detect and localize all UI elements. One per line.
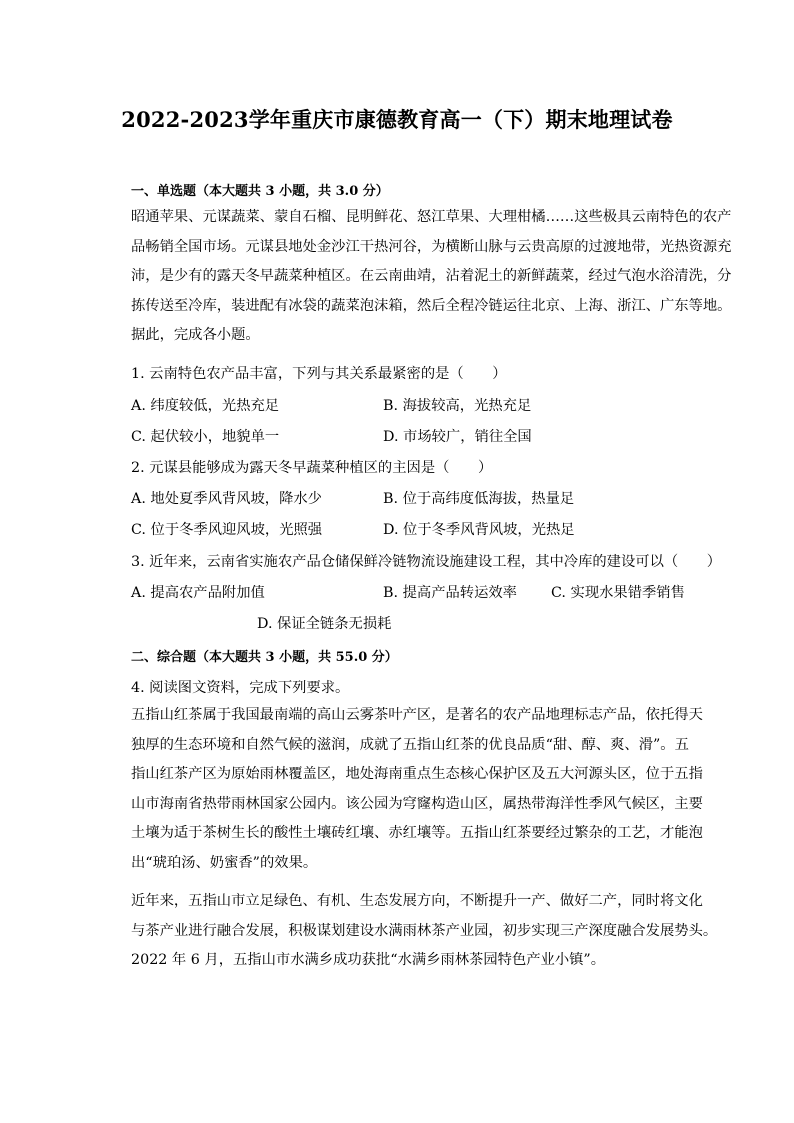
- question-2-option-d: D. 位于冬季风背风坡，光热足: [383, 522, 575, 538]
- passage-line: 独厚的生态环境和自然气候的滋润，成就了五指山红茶的优良品质“甜、醇、爽、滑”。五: [131, 736, 689, 753]
- question-2-option-b: B. 位于高纬度低海拔，热量足: [383, 491, 575, 507]
- passage-line: 拣传送至冷库，装进配有冰袋的蔬菜泡沫箱，然后全程冷链运往北京、上海、浙江、广东等地。: [131, 297, 732, 314]
- question-3-stem: 3. 近年来，云南省实施农产品仓储保鲜冷链物流设施建设工程，其中冷库的建设可以（ ）: [131, 554, 722, 570]
- passage-wuzhishan-paragraph-2: [131, 887, 718, 976]
- question-2-stem: 2. 元谋县能够成为露天冬早蔬菜种植区的主因是（ ）: [131, 460, 493, 476]
- question-3-option-d: D. 保证全链条无损耗: [257, 616, 392, 632]
- question-4-stem: 4. 阅读图文资料，完成下列要求。: [131, 680, 350, 696]
- passage-wuzhishan-paragraph-1: [131, 701, 703, 879]
- passage-line: 山市海南省热带雨林国家公园内。该公园为穹窿构造山区，属热带海洋性季风气候区，主要: [131, 795, 703, 812]
- question-1-option-b: B. 海拔较高，光热充足: [383, 398, 532, 414]
- passage-line: 土壤为适于茶树生长的酸性土壤砖红壤、赤红壤等。五指山红茶要经过繁杂的工艺，才能泡: [131, 825, 703, 842]
- section-heading-comprehensive: 二、综合题（本大题共 3 小题，共 55.0 分）: [131, 650, 398, 665]
- passage-line: 出“琥珀汤、奶蜜香”的效果。: [131, 854, 318, 871]
- question-3-option-a: A. 提高农产品附加值: [131, 585, 265, 601]
- passage-line: 近年来，五指山市立足绿色、有机、生态发展方向，不断提升一产、做好二产，同时将文化: [131, 893, 703, 909]
- question-1-stem: 1. 云南特色农产品丰富，下列与其关系最紧密的是（ ）: [131, 366, 507, 382]
- passage-line: 2022 年 6 月，五指山市水满乡成功获批“水满乡雨林茶园特色产业小镇”。: [131, 952, 606, 969]
- passage-line: 品畅销全国市场。元谋县地处金沙江干热河谷，为横断山脉与云贵高原的过渡地带，光热资源充: [131, 238, 732, 255]
- passage-line: 昭通苹果、元谋蔬菜、蒙自石榴、昆明鲜花、怒江草果、大理柑橘……这些极具云南特色的农产: [131, 209, 732, 225]
- question-1-option-a: A. 纬度较低，光热充足: [131, 398, 280, 414]
- question-1-option-c: C. 起伏较小，地貌单一: [131, 429, 280, 445]
- passage-line: 与茶产业进行融合发展，积极谋划建设水满雨林茶产业园，初步实现三产深度融合发展势头。: [131, 922, 718, 939]
- passage-line: 指山红茶产区为原始雨林覆盖区，地处海南重点生态核心保护区及五大河源头区，位于五指: [131, 766, 703, 783]
- passage-yunnan: [131, 203, 732, 351]
- section-heading-single-choice: 一、单选题（本大题共 3 小题，共 3.0 分）: [131, 184, 389, 199]
- question-1-option-d: D. 市场较广，销往全国: [383, 429, 532, 445]
- passage-line: 五指山红茶属于我国最南端的高山云雾茶叶产区，是著名的农产品地理标志产品，依托得天: [131, 707, 703, 723]
- passage-line: 据此，完成各小题。: [131, 327, 260, 344]
- question-2-option-a: A. 地处夏季风背风坡，降水少: [131, 491, 322, 507]
- question-3-option-b: B. 提高产品转运效率: [383, 585, 517, 601]
- passage-line: 沛，是少有的露天冬早蔬菜种植区。在云南曲靖，沾着泥土的新鲜蔬菜，经过气泡水浴清洗，分: [131, 268, 732, 285]
- page-title: 2022-2023学年重庆市康德教育高一（下）期末地理试卷: [121, 107, 673, 132]
- question-2-option-c: C. 位于冬季风迎风坡，光照强: [131, 522, 323, 538]
- question-3-option-c: C. 实现水果错季销售: [551, 585, 685, 601]
